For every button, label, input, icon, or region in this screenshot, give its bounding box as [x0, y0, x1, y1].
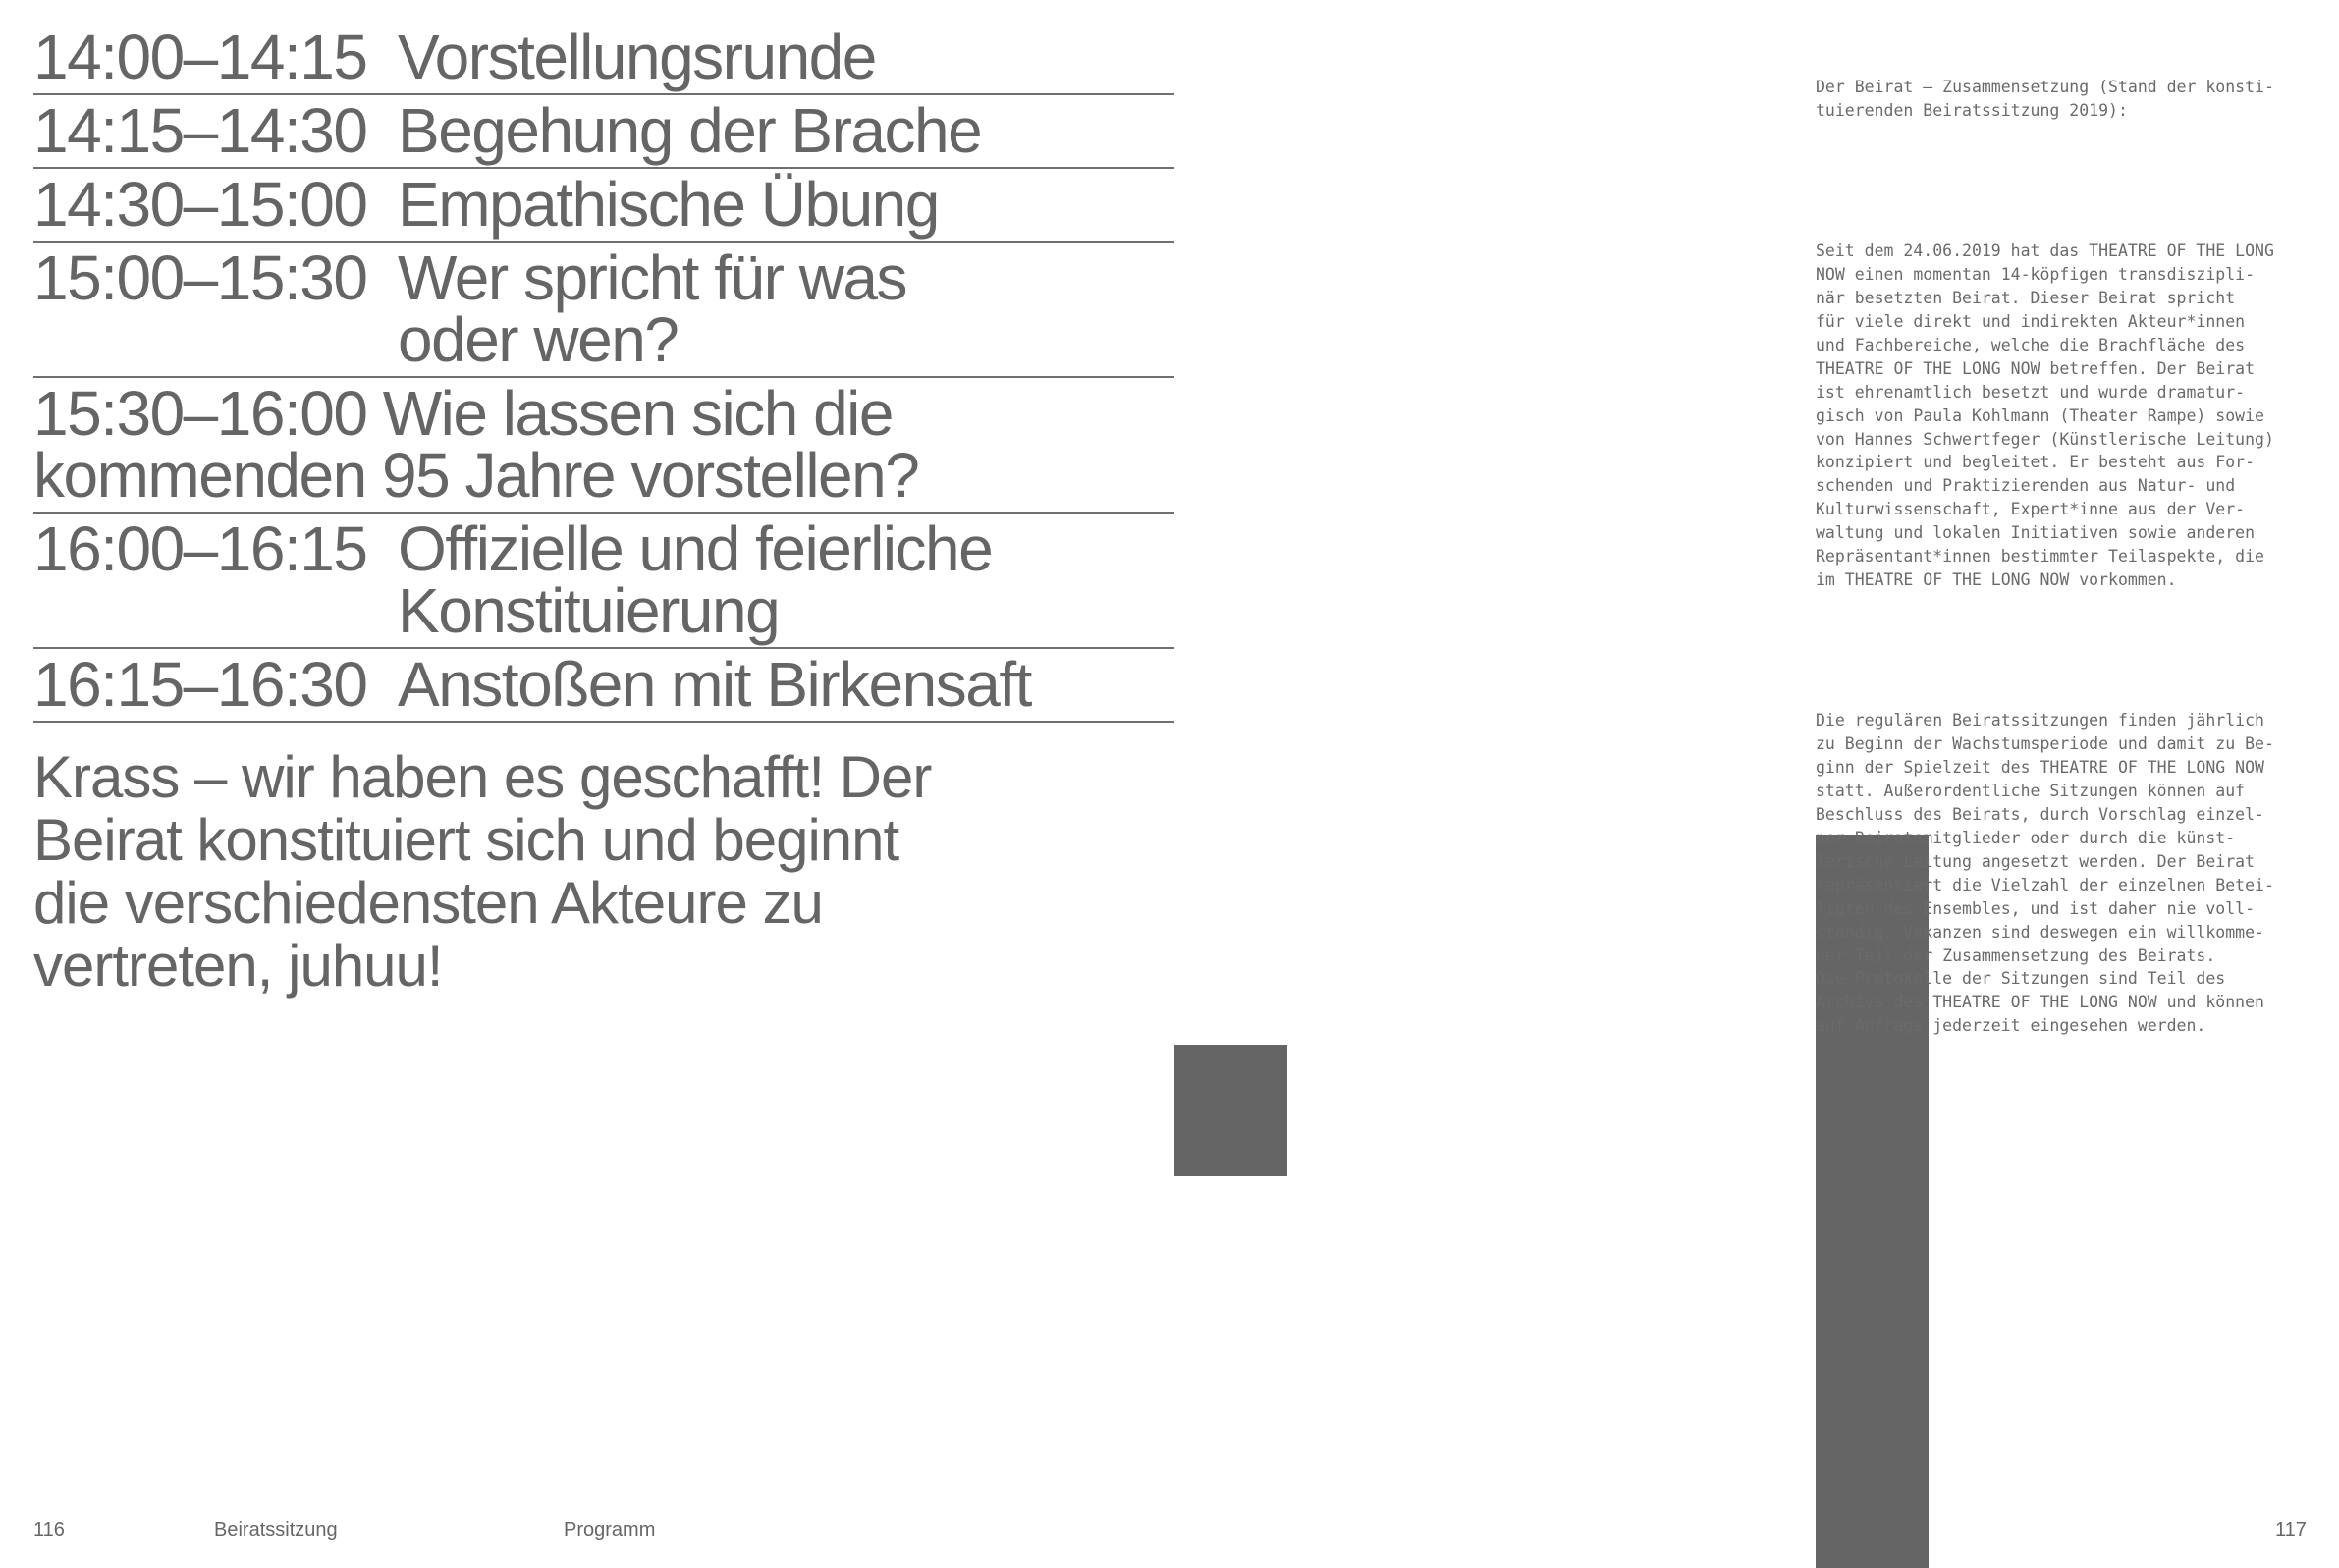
schedule-row [33, 22, 1174, 95]
text-line: waltung und lokalen Initiativen sowie anderen [1816, 523, 2256, 543]
schedule-title: Begehung der Brache [398, 95, 982, 166]
schedule-time: 14:30–15:00 [33, 169, 367, 240]
text-line: NOW einen momentan 14-köpfigen transdiszipli- [1816, 265, 2256, 285]
text-line: ligten des Ensembles, und ist daher nie voll- [1816, 898, 2256, 918]
schedule-table [33, 22, 1174, 723]
schedule-title-line: 15:30–16:00 Wie lassen sich die [33, 378, 893, 449]
text-line: schenden und Praktizierenden aus Natur- und [1816, 476, 2236, 496]
page-number-right: 117 [2275, 1519, 2307, 1541]
text-line: Repräsentant*innen bestimmter Teilaspekte, die [1816, 547, 2264, 567]
text-line: und Fachbereiche, welche die Brachfläche des [1816, 335, 2246, 354]
text-line: Der Beirat – Zusammensetzung (Stand der konsti- [1816, 77, 2274, 96]
text-line: konzipiert und begleitet. Er besteht aus For- [1816, 453, 2256, 472]
statement-line: Beirat konstituiert sich und beginnt [33, 807, 899, 873]
schedule-title-line: Wer spricht für was [398, 243, 906, 313]
statement-line: vertreten, juhuu! [33, 933, 443, 999]
text-line: Die regulären Beiratssitzungen finden jährlich [1816, 711, 2264, 730]
footer-section-label: Beiratssitzung [214, 1519, 338, 1541]
text-line: lerische Leitung angesetzt werden. Der Beirat [1816, 851, 2256, 871]
text-line: ständig. Vakanzen sind deswegen ein willkomme- [1816, 922, 2264, 942]
text-line: auf Anfrage jederzeit eingesehen werden. [1816, 1016, 2206, 1036]
footer-chapter-label: Programm [564, 1519, 656, 1541]
text-line: Die Protokolle der Sitzungen sind Teil des [1816, 969, 2226, 989]
advisory-board-text [1816, 28, 2316, 1061]
text-line: repräsentiert die Vielzahl der einzelnen Betei- [1816, 875, 2274, 894]
schedule-time: 16:15–16:30 [33, 649, 367, 720]
advisory-board-paragraph [1816, 240, 2316, 592]
schedule-time: 14:15–14:30 [33, 95, 367, 166]
schedule-time: 15:00–15:30 [33, 243, 367, 313]
text-line: när besetzten Beirat. Dieser Beirat spricht [1816, 289, 2236, 308]
schedule-row [33, 378, 1174, 514]
text-line: gisch von Paula Kohlmann (Theater Rampe) sowie [1816, 406, 2264, 425]
statement-line: die verschiedensten Akteure zu [33, 870, 823, 936]
schedule-row [33, 95, 1174, 169]
schedule-time: 14:00–14:15 [33, 22, 367, 92]
schedule-row [33, 169, 1174, 243]
text-line: tuierenden Beiratssitzung 2019): [1816, 100, 2128, 120]
text-line: statt. Außerordentliche Sitzungen können auf [1816, 782, 2246, 801]
text-line: Archivs des THEATRE OF THE LONG NOW und können [1816, 993, 2264, 1012]
text-line: ginn der Spielzeit des THEATRE OF THE LONG NOW [1816, 758, 2264, 778]
statement-text [33, 746, 1114, 998]
schedule-time-title [33, 378, 1174, 511]
schedule-row [33, 649, 1174, 723]
text-line: THEATRE OF THE LONG NOW betreffen. Der Beirat [1816, 358, 2256, 378]
schedule-time: 16:00–16:15 [33, 514, 367, 584]
text-line: im THEATRE OF THE LONG NOW vorkommen. [1816, 569, 2177, 589]
schedule-row [33, 243, 1174, 378]
schedule-row [33, 514, 1174, 649]
text-line: zu Beginn der Wachstumsperiode und damit zu Be- [1816, 734, 2274, 754]
advisory-board-heading [1816, 76, 2316, 123]
schedule-title: Anstoßen mit Birkensaft [398, 649, 1031, 720]
schedule-title-line: Konstituierung [398, 575, 780, 646]
text-line: ist ehrenamtlich besetzt und wurde dramatur- [1816, 382, 2246, 402]
text-line: Beschluss des Beirats, durch Vorschlag einzel- [1816, 805, 2264, 825]
text-line: für viele direkt und indirekten Akteur*innen [1816, 311, 2246, 331]
schedule-title-line: Offizielle und feierliche [398, 514, 993, 584]
schedule-title-line: kommenden 95 Jahre vorstellen? [33, 440, 919, 511]
schedule-title: Empathische Übung [398, 169, 939, 240]
schedule-title: Vorstellungsrunde [398, 22, 876, 92]
text-line: Kulturwissenschaft, Expert*inne aus der Ver- [1816, 500, 2246, 519]
text-line: Seit dem 24.06.2019 hat das THEATRE OF THE LONG [1816, 242, 2274, 261]
advisory-board-paragraph [1816, 709, 2316, 1038]
grey-block-small [1174, 1045, 1287, 1176]
text-line: von Hannes Schwertfeger (Künstlerische Leitung) [1816, 429, 2274, 449]
page-number-left: 116 [33, 1519, 65, 1541]
text-line: ner Teil der Zusammensetzung des Beirats. [1816, 946, 2216, 965]
schedule-title-line: oder wen? [398, 304, 679, 375]
statement-line: Krass – wir haben es geschafft! Der [33, 744, 932, 810]
text-line: ner Beiratsmitglieder oder durch die künst- [1816, 829, 2236, 847]
